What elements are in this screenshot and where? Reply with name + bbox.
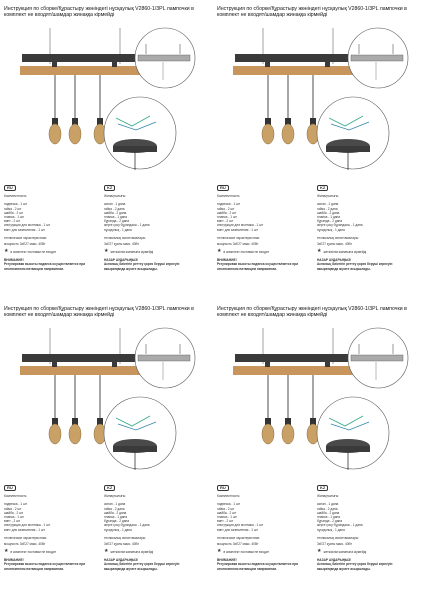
warning-text: Аспаның биіктігін реттеу қорек беруші кернеуін ажыратқанда жүзеге асырылады.: [317, 562, 393, 571]
list-item: жерге қосу бұрандасы - 1 дана: [104, 523, 150, 528]
tech-value: мощность 3xE27 макс. 40Вт: [217, 542, 259, 547]
list-item: шайба - 2 дана: [317, 510, 340, 515]
note-text: в комплект поставки не входит: [223, 249, 270, 254]
tech-heading: технические характеристики:: [4, 535, 48, 540]
list-item: винт - 2 шт: [4, 219, 21, 224]
lang-badge-kz: KZ: [104, 485, 115, 491]
list-item: нұсқаулық - 1 дана: [317, 227, 345, 232]
russian-column: [4, 485, 96, 571]
mounting-detail: [135, 28, 195, 88]
not-included-note: [104, 249, 196, 254]
star-icon: ★: [217, 248, 222, 255]
mounting-detail: [348, 328, 408, 388]
package-heading: Жинақтылығы:: [317, 194, 339, 199]
note-text: жеткізілім жинағына кірмейді: [323, 549, 367, 554]
list-item: гайка - 2 шт: [4, 506, 22, 511]
list-item: планка - 1 шт: [217, 215, 237, 220]
star-icon: ★: [4, 248, 9, 255]
lang-badge-ru: RU: [217, 485, 229, 491]
package-heading: Жинақтылығы:: [317, 494, 339, 499]
star-icon: ★: [104, 548, 109, 555]
lamp-illustration: [0, 318, 212, 482]
lang-badge-kz: KZ: [317, 485, 328, 491]
not-included-note: [317, 249, 409, 254]
list-item: аспап - 1 дана: [104, 502, 126, 507]
sheet-title: Инструкция по сборке/Құрастыру жөніндегі нұсқаулық V2860-1/3PL лампочки в комплект не входят/шамдар жинаққа кірмейді: [217, 306, 407, 318]
list-item: подвеска - 1 шт: [4, 202, 28, 207]
package-heading: Комплектность:: [4, 494, 28, 499]
list-item: бұранда - 2 дана: [104, 219, 130, 224]
list-item: жерге қосу бұрандасы - 1 дана: [317, 223, 363, 228]
parts-list: [104, 502, 196, 531]
list-item: гайка - 2 шт: [4, 206, 22, 211]
kazakh-column: [104, 185, 196, 271]
package-heading: Комплектность:: [217, 494, 241, 499]
list-item: подвеска - 1 шт: [217, 502, 241, 507]
list-item: гайка - 2 дана: [104, 506, 125, 511]
kazakh-column: [317, 185, 409, 271]
warning-text: Аспаның биіктігін реттеу қорек беруші кернеуін ажыратқанда жүзеге асырылады.: [317, 262, 393, 271]
star-icon: ★: [217, 548, 222, 555]
lang-badge-ru: RU: [4, 185, 16, 191]
list-item: инструкция для монтажа - 1 шт: [4, 523, 51, 528]
parts-list: [217, 202, 309, 231]
not-included-note: [4, 549, 96, 554]
list-item: планка - 1 дана: [104, 215, 128, 220]
tech-value: 3xE27 қуаты макс. 40Вт: [104, 542, 139, 547]
wiring-detail: [104, 397, 176, 470]
tech-value: 3xE27 қуаты макс. 40Вт: [104, 242, 139, 247]
list-item: бұранда - 2 дана: [104, 519, 130, 524]
sheet-title: Инструкция по сборке/Құрастыру жөніндегі нұсқаулық V2860-1/3PL лампочки в комплект не входят/шамдар жинаққа кірмейді: [4, 306, 194, 318]
warning-title: ВНИМАНИЕ!: [4, 558, 24, 563]
russian-column: [217, 185, 309, 271]
list-item: нұсқаулық - 1 дана: [317, 527, 345, 532]
star-icon: ★: [104, 248, 109, 255]
list-item: гайка - 2 шт: [217, 506, 235, 511]
lang-badge-ru: RU: [217, 185, 229, 191]
warning-text: Аспаның биіктігін реттеу қорек беруші кернеуін ажыратқанда жүзеге асырылады.: [104, 262, 180, 271]
sheet-title: Инструкция по сборке/Құрастыру жөніндегі нұсқаулық V2860-1/3PL лампочки в комплект не входят/шамдар жинаққа кірмейді: [217, 6, 407, 18]
list-item: шайба - 2 шт: [4, 510, 24, 515]
star-icon: ★: [317, 548, 322, 555]
not-included-note: [217, 249, 309, 254]
warning-title: НАЗАР АУДАРЫҢЫЗ!: [317, 258, 352, 263]
warning-text: Регулировка высоты подвеса осуществляется при отключенном питающем напряжении.: [4, 562, 86, 571]
list-item: планка - 1 дана: [317, 515, 341, 520]
kazakh-column: [317, 485, 409, 571]
parts-list: [317, 502, 409, 531]
tech-heading: техникалық сипаттамалары:: [104, 535, 146, 540]
list-item: подвеска - 1 шт: [217, 202, 241, 207]
parts-list: [104, 202, 196, 231]
parts-list: [4, 502, 96, 531]
list-item: шайба - 2 шт: [4, 210, 24, 215]
not-included-note: [217, 549, 309, 554]
list-item: аспап - 1 дана: [104, 202, 126, 207]
lamp-illustration: [0, 18, 212, 182]
list-item: нұсқаулық - 1 дана: [104, 527, 132, 532]
mounting-detail: [135, 328, 195, 388]
list-item: винт - 2 шт: [217, 219, 234, 224]
list-item: гайка - 2 дана: [317, 206, 338, 211]
lang-badge-kz: KZ: [317, 185, 328, 191]
lang-badge-kz: KZ: [104, 185, 115, 191]
warning-title: НАЗАР АУДАРЫҢЫЗ!: [104, 258, 139, 263]
package-heading: Жинақтылығы:: [104, 194, 126, 199]
parts-list: [317, 202, 409, 231]
list-item: винт - 2 шт: [217, 519, 234, 524]
list-item: аспап - 1 дана: [317, 202, 339, 207]
mounting-detail: [348, 28, 408, 88]
warning-title: НАЗАР АУДАРЫҢЫЗ!: [317, 558, 352, 563]
list-item: шайба - 2 дана: [104, 210, 127, 215]
list-item: жерге қосу бұрандасы - 1 дана: [317, 523, 363, 528]
list-item: винт для заземления - 1 шт: [217, 527, 258, 532]
list-item: планка - 1 дана: [317, 215, 341, 220]
warning-title: ВНИМАНИЕ!: [217, 558, 237, 563]
wiring-detail: [317, 397, 389, 470]
list-item: нұсқаулық - 1 дана: [104, 227, 132, 232]
star-icon: ★: [317, 248, 322, 255]
tech-value: мощность 3xE27 макс. 40Вт: [4, 542, 46, 547]
list-item: шайба - 2 дана: [317, 210, 340, 215]
note-text: в комплект поставки не входит: [223, 549, 270, 554]
instruction-sheet: [0, 300, 212, 600]
wiring-detail: [317, 97, 389, 170]
list-item: инструкция для монтажа - 1 шт: [4, 223, 51, 228]
list-item: винт - 2 шт: [4, 519, 21, 524]
list-item: аспап - 1 дана: [317, 502, 339, 507]
kazakh-column: [104, 485, 196, 571]
list-item: бұранда - 2 дана: [317, 219, 343, 224]
note-text: жеткізілім жинағына кірмейді: [323, 249, 367, 254]
package-heading: Жинақтылығы:: [104, 494, 126, 499]
list-item: гайка - 2 шт: [217, 206, 235, 211]
warning-text: Регулировка высоты подвеса осуществляется при отключенном питающем напряжении.: [4, 262, 86, 271]
note-text: в комплект поставки не входит: [10, 249, 57, 254]
list-item: шайба - 2 шт: [217, 510, 237, 515]
lamp-illustration: [213, 318, 425, 482]
instruction-sheet: [213, 0, 425, 300]
list-item: шайба - 2 шт: [217, 210, 237, 215]
list-item: инструкция для монтажа - 1 шт: [217, 523, 264, 528]
tech-value: мощность 3xE27 макс. 40Вт: [4, 242, 46, 247]
tech-heading: технические характеристики:: [217, 235, 261, 240]
not-included-note: [317, 549, 409, 554]
warning-text: Аспаның биіктігін реттеу қорек беруші кернеуін ажыратқанда жүзеге асырылады.: [104, 562, 180, 571]
wiring-detail: [104, 97, 176, 170]
warning-text: Регулировка высоты подвеса осуществляется при отключенном питающем напряжении.: [217, 262, 299, 271]
list-item: бұранда - 2 дана: [317, 519, 343, 524]
sheet-title: Инструкция по сборке/Құрастыру жөніндегі нұсқаулық V2860-1/3PL лампочки в комплект не входят/шамдар жинаққа кірмейді: [4, 6, 194, 18]
list-item: планка - 1 дана: [104, 515, 128, 520]
lamp-illustration: [213, 18, 425, 182]
tech-value: мощность 3xE27 макс. 40Вт: [217, 242, 259, 247]
lang-badge-ru: RU: [4, 485, 16, 491]
warning-title: НАЗАР АУДАРЫҢЫЗ!: [104, 558, 139, 563]
star-icon: ★: [4, 548, 9, 555]
tech-heading: технические характеристики:: [217, 535, 261, 540]
list-item: подвеска - 1 шт: [4, 502, 28, 507]
list-item: винт для заземления - 1 шт: [4, 227, 45, 232]
list-item: гайка - 2 дана: [104, 206, 125, 211]
warning-text: Регулировка высоты подвеса осуществляется при отключенном питающем напряжении.: [217, 562, 299, 571]
list-item: винт для заземления - 1 шт: [217, 227, 258, 232]
list-item: шайба - 2 дана: [104, 510, 127, 515]
package-heading: Комплектность:: [217, 194, 241, 199]
warning-title: ВНИМАНИЕ!: [4, 258, 24, 263]
list-item: гайка - 2 дана: [317, 506, 338, 511]
not-included-note: [104, 549, 196, 554]
tech-value: 3xE27 қуаты макс. 40Вт: [317, 242, 352, 247]
list-item: винт для заземления - 1 шт: [4, 527, 45, 532]
note-text: жеткізілім жинағына кірмейді: [110, 249, 154, 254]
list-item: планка - 1 шт: [4, 215, 24, 220]
note-text: в комплект поставки не входит: [10, 549, 57, 554]
list-item: планка - 1 шт: [4, 515, 24, 520]
instruction-sheet: [213, 300, 425, 600]
russian-column: [217, 485, 309, 571]
list-item: планка - 1 шт: [217, 515, 237, 520]
note-text: жеткізілім жинағына кірмейді: [110, 549, 154, 554]
package-heading: Комплектность:: [4, 194, 28, 199]
tech-value: 3xE27 қуаты макс. 40Вт: [317, 542, 352, 547]
list-item: жерге қосу бұрандасы - 1 дана: [104, 223, 150, 228]
tech-heading: технические характеристики:: [4, 235, 48, 240]
not-included-note: [4, 249, 96, 254]
parts-list: [4, 202, 96, 231]
tech-heading: техникалық сипаттамалары:: [317, 235, 359, 240]
parts-list: [217, 502, 309, 531]
russian-column: [4, 185, 96, 271]
tech-heading: техникалық сипаттамалары:: [104, 235, 146, 240]
warning-title: ВНИМАНИЕ!: [217, 258, 237, 263]
tech-heading: техникалық сипаттамалары:: [317, 535, 359, 540]
list-item: инструкция для монтажа - 1 шт: [217, 223, 264, 228]
instruction-sheet: [0, 0, 212, 300]
